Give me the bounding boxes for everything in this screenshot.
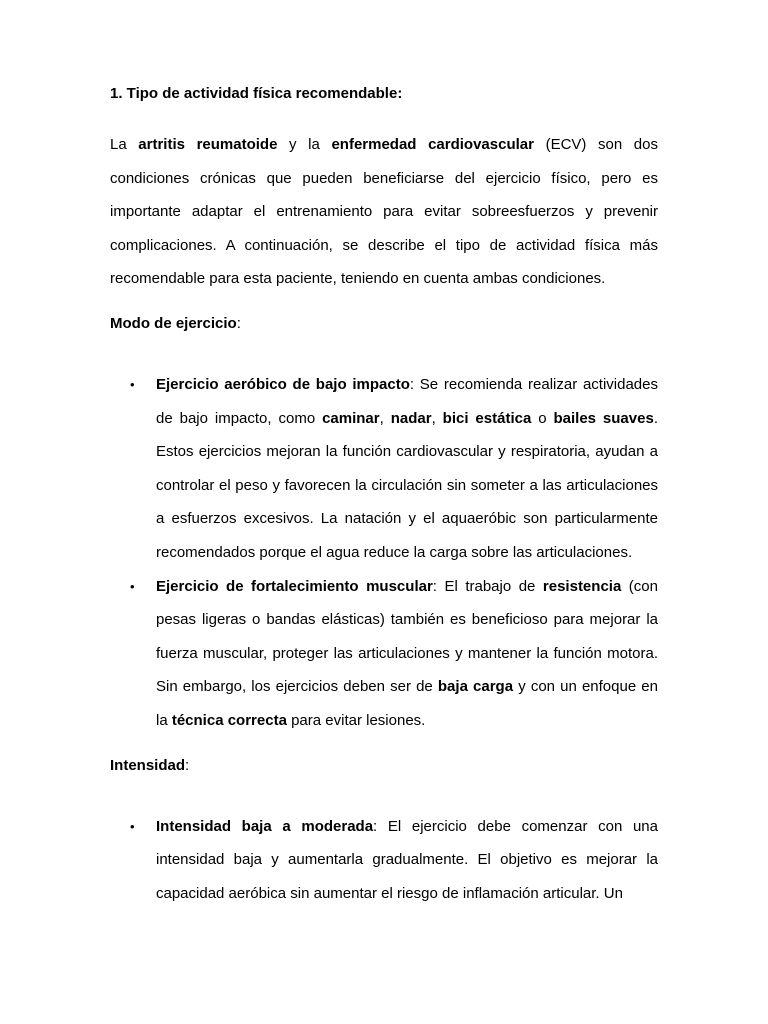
bullet-icon: • <box>130 578 135 594</box>
document-page <box>110 84 658 910</box>
intro-bold-ecv: enfermedad cardiovascular <box>331 136 534 153</box>
item-bold-4: técnica correcta <box>171 711 287 729</box>
intro-bold-artritis: artritis reumatoide <box>138 136 278 153</box>
item-text-1: : El ejercicio debe comenzar con una intensidad baja y aumentarla gradualmente. El objetivo es mejorar la capacidad aeróbica sin aumentar el riesgo de inflamación articular. Un <box>156 817 658 902</box>
item-bold-5: bailes suaves <box>553 409 654 427</box>
intro-paragraph <box>110 128 658 296</box>
item-text-1: : Se recomienda realizar actividades de bajo impacto, como <box>156 375 658 427</box>
intro-text-1: La <box>110 136 139 153</box>
item-text-2: , <box>379 409 391 427</box>
item-text-5: . Estos ejercicios mejoran la función cardiovascular y respiratoria, ayudan a controlar el peso y favorecen la circulación sin someter a las articulaciones a esfuerzos excesivos. La natación y el aquaeróbic son particularmente recomendados porque el agua reduce la carga sobre las articulaciones. <box>156 409 658 561</box>
item-text-3: , <box>431 409 443 427</box>
modo-label-line <box>110 314 658 334</box>
modo-label: Modo de ejercicio <box>110 314 237 332</box>
intensidad-label: Intensidad <box>110 756 186 774</box>
section-heading: 1. Tipo de actividad física recomendable: <box>110 85 403 102</box>
intensidad-colon: : <box>185 756 190 774</box>
item-bold-3: baja carga <box>437 678 514 696</box>
modo-list <box>110 368 658 738</box>
bullet-icon: • <box>130 376 135 392</box>
intro-text-3: (ECV) son dos condiciones crónicas que pueden beneficiarse del ejercicio físico, pero es importante adaptar el entrenamiento para evitar sobreesfuerzos y prevenir complicaciones. A continuación, se describe el tipo de actividad física más recomendable para esta paciente, teniendo en cuenta ambas condiciones. <box>110 136 658 288</box>
item-text-4: o <box>531 409 554 427</box>
item-text-4: para evitar lesiones. <box>286 711 426 729</box>
item-bold-1: Ejercicio aeróbico de bajo impacto <box>156 375 410 393</box>
item-bold-2: resistencia <box>542 577 622 595</box>
intensidad-label-line <box>110 756 658 776</box>
bullet-icon: • <box>130 818 135 834</box>
list-item <box>110 810 658 911</box>
item-text-3: y con un enfoque en la <box>156 678 658 729</box>
item-bold-1: Intensidad baja a moderada <box>156 817 374 835</box>
list-item <box>110 570 658 738</box>
item-bold-3: nadar <box>390 409 432 427</box>
intensidad-list <box>110 810 658 911</box>
list-item <box>110 368 658 570</box>
item-text-2: (con pesas ligeras o bandas elásticas) también es beneficioso para mejorar la fuerza muscular, proteger las articulaciones y mantener la función motora. Sin embargo, los ejercicios deben ser de <box>156 577 658 696</box>
item-text-1: : El trabajo de <box>432 577 543 595</box>
modo-colon: : <box>236 314 241 332</box>
intro-text-2: y la <box>277 136 332 153</box>
item-bold-2: caminar <box>322 409 380 427</box>
item-bold-1: Ejercicio de fortalecimiento muscular <box>156 577 433 595</box>
item-bold-4: bici estática <box>442 409 532 427</box>
